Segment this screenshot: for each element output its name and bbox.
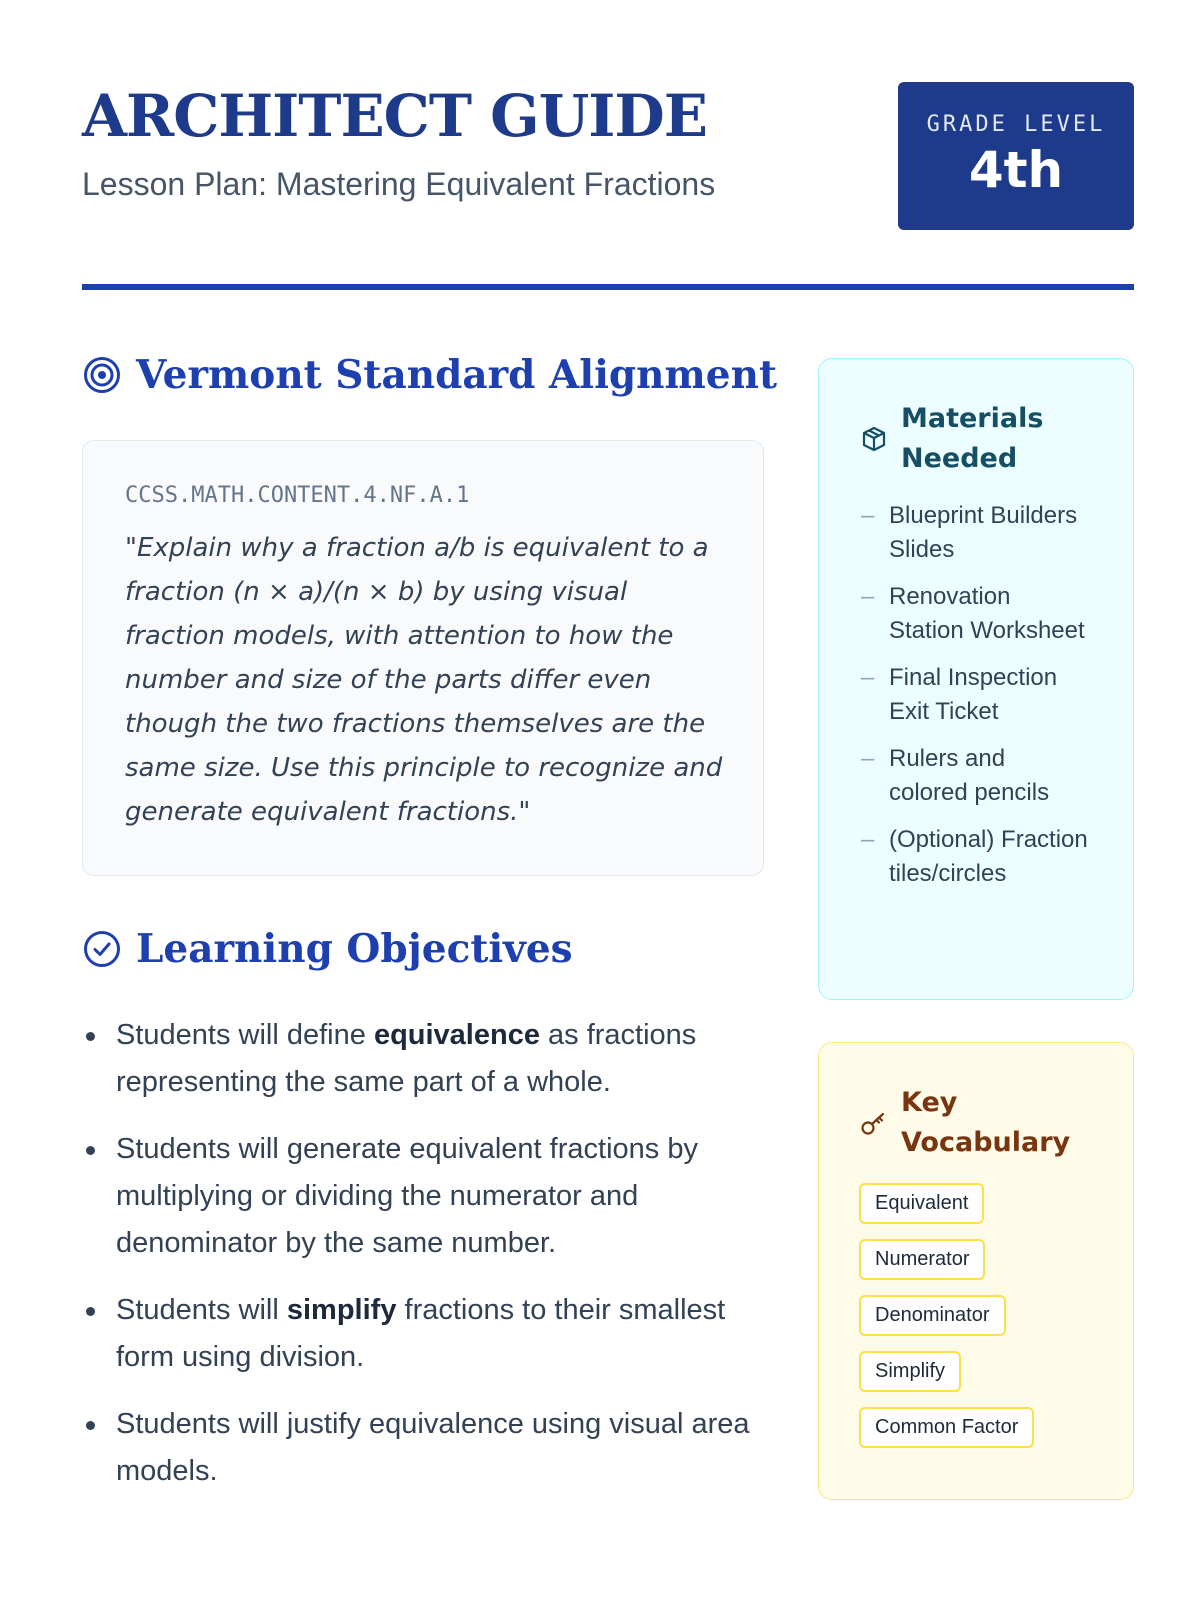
header-divider bbox=[82, 284, 1134, 290]
list-item: Students will generate equivalent fractions by multiplying or dividing the numerator and denominator by the same number. bbox=[82, 1126, 772, 1267]
materials-card bbox=[818, 358, 1134, 1000]
materials-card-header bbox=[859, 399, 1093, 479]
vocab-chip: Denominator bbox=[859, 1295, 1006, 1336]
check-circle-icon bbox=[82, 929, 122, 969]
objectives-section-heading bbox=[82, 926, 573, 972]
vocabulary-card-header bbox=[859, 1083, 1093, 1163]
page-title: ARCHITECT GUIDE bbox=[82, 82, 707, 150]
grade-level-label: GRADE LEVEL bbox=[926, 112, 1106, 137]
list-item: – Renovation Station Worksheet bbox=[859, 580, 1089, 648]
list-item: Students will define equivalence as fractions representing the same part of a whole. bbox=[82, 1012, 772, 1106]
vocab-chip: Simplify bbox=[859, 1351, 961, 1392]
grade-level-value: 4th bbox=[968, 141, 1064, 199]
dash-bullet: – bbox=[861, 826, 875, 853]
list-item: Students will justify equivalence using visual area models. bbox=[82, 1401, 772, 1495]
list-item: – Blueprint Builders Slides bbox=[859, 499, 1089, 567]
vocab-chip: Common Factor bbox=[859, 1407, 1034, 1448]
dash-bullet: – bbox=[861, 664, 875, 691]
vocab-chip: Equivalent bbox=[859, 1183, 984, 1224]
dash-bullet: – bbox=[861, 583, 875, 610]
page-subtitle: Lesson Plan: Mastering Equivalent Fractions bbox=[82, 166, 716, 202]
materials-heading: Materials Needed bbox=[901, 403, 1044, 474]
key-icon bbox=[859, 1108, 889, 1138]
vocabulary-heading: Key Vocabulary bbox=[901, 1087, 1071, 1158]
materials-list bbox=[859, 499, 1093, 891]
vocabulary-card bbox=[818, 1042, 1134, 1500]
grade-level-badge bbox=[898, 82, 1134, 230]
dash-bullet: – bbox=[861, 502, 875, 529]
dash-bullet: – bbox=[861, 745, 875, 772]
standard-code: CCSS.MATH.CONTENT.4.NF.A.1 bbox=[125, 483, 470, 508]
standard-section-heading bbox=[82, 352, 777, 398]
objectives-list bbox=[82, 1012, 772, 1515]
standard-heading: Vermont Standard Alignment bbox=[136, 352, 777, 398]
objectives-heading: Learning Objectives bbox=[136, 926, 573, 972]
vocab-chip: Numerator bbox=[859, 1239, 985, 1280]
standard-quote: "Explain why a fraction a/b is equivalent to a fraction (n × a)/(n × b) by using visual fraction models, with attention to how the number and size of the parts differ even though the two fractions themselves are the same size. Use this principle to recognize and generate equivalent fractions." bbox=[125, 533, 723, 827]
vocabulary-list bbox=[859, 1183, 1093, 1463]
box-icon bbox=[859, 424, 889, 454]
target-icon bbox=[82, 355, 122, 395]
list-item: – Rulers and colored pencils bbox=[859, 742, 1089, 810]
standard-card bbox=[82, 440, 764, 876]
list-item: – (Optional) Fraction tiles/circles bbox=[859, 823, 1089, 891]
page-header bbox=[82, 80, 1134, 203]
list-item: Students will simplify fractions to their smallest form using division. bbox=[82, 1287, 772, 1381]
list-item: – Final Inspection Exit Ticket bbox=[859, 661, 1089, 729]
